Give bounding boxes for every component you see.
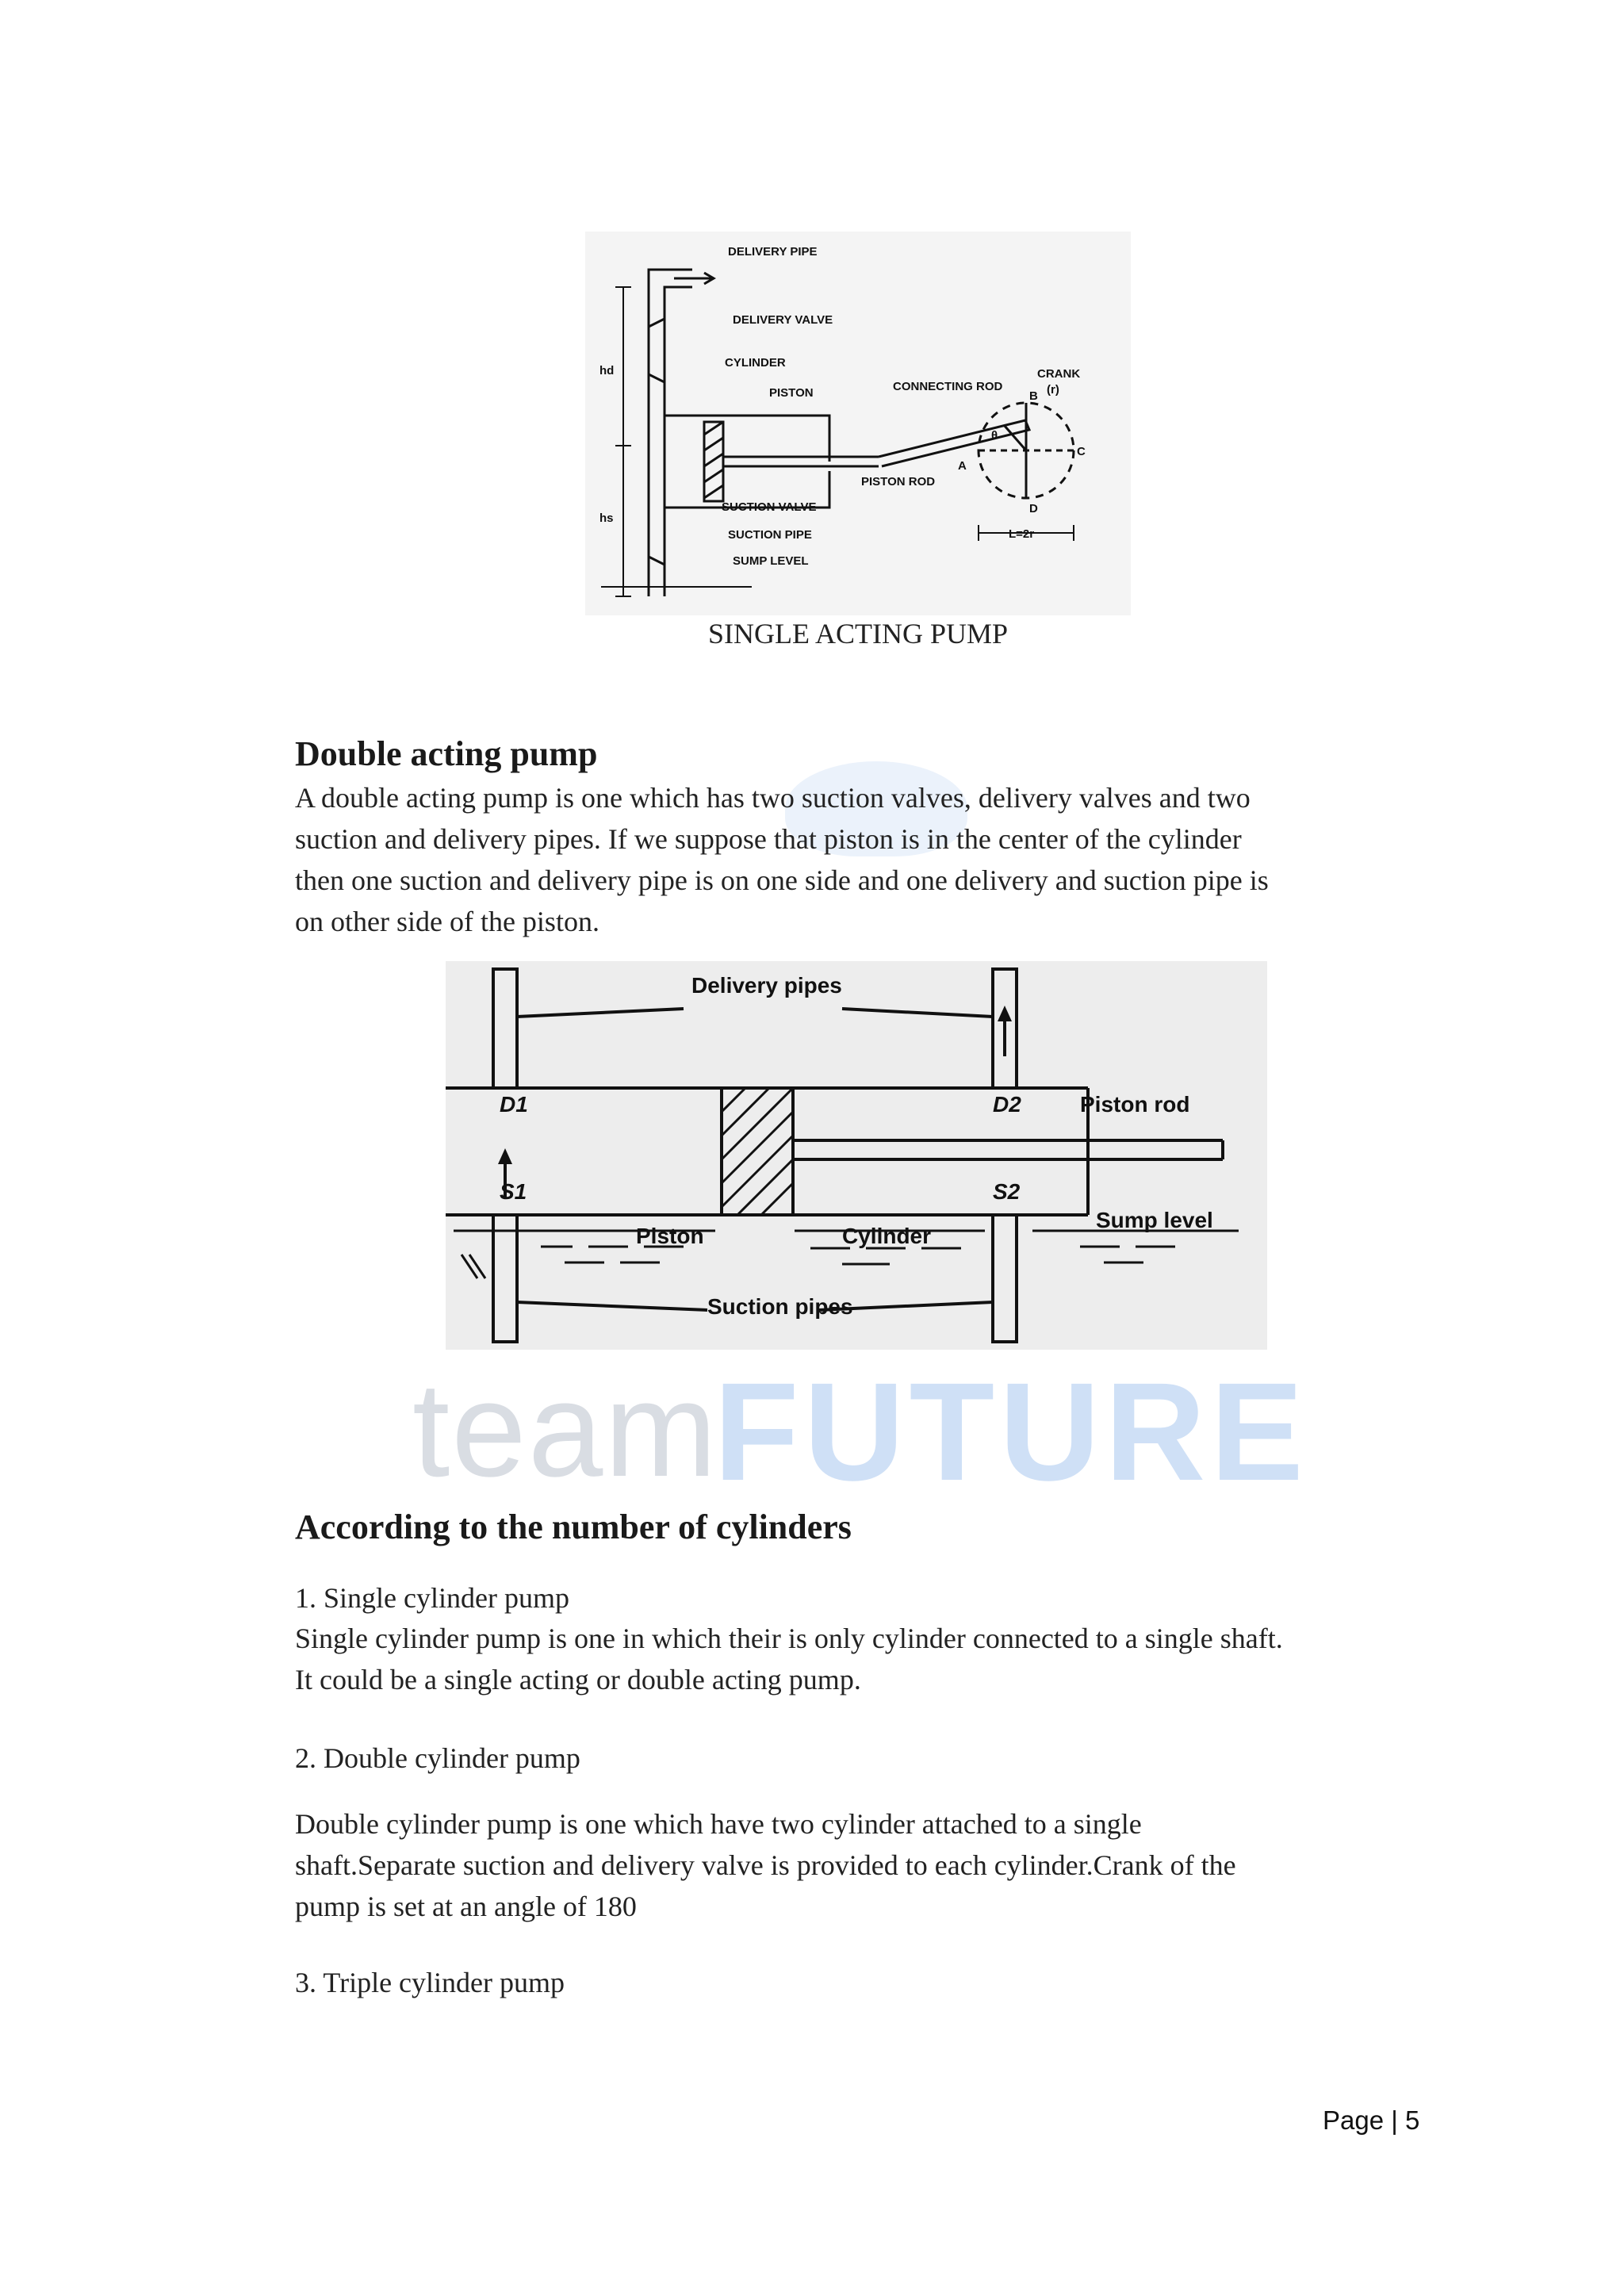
label-d1: D1 <box>500 1092 528 1117</box>
item2-title: 2. Double cylinder pump <box>295 1742 580 1774</box>
watermark-logo <box>396 1352 1316 1510</box>
paragraph-line: then one suction and delivery pipe is on one side and one delivery and suction pipe is <box>295 864 1269 896</box>
paragraph-line: A double acting pump is one which has two suction valves, delivery valves and two <box>295 782 1251 814</box>
label-delivery-pipes: Delivery pipes <box>691 973 842 998</box>
item2-paragraph <box>295 1803 1421 1927</box>
paragraph-line: shaft.Separate suction and delivery valve is provided to each cylinder.Crank of the <box>295 1849 1236 1881</box>
label-suction-pipes: Suction pipes <box>707 1294 853 1319</box>
label-connecting-rod: CONNECTING ROD <box>893 380 1003 393</box>
watermark-future: FUTURE <box>714 1354 1308 1510</box>
label-d: D <box>1029 502 1038 515</box>
paragraph-line: suction and delivery pipes. If we suppose that piston is in the center of the cylinder <box>295 823 1242 855</box>
label-delivery-valve: DELIVERY VALVE <box>733 313 833 327</box>
label-sump-level: SUMP LEVEL <box>733 554 809 568</box>
label-c: C <box>1077 445 1086 458</box>
label-piston: Piston <box>636 1224 704 1248</box>
label-theta: θ <box>991 429 998 443</box>
paragraph-line: on other side of the piston. <box>295 906 599 937</box>
label-piston-rod: PISTON ROD <box>861 475 936 489</box>
paragraph-line: Single cylinder pump is one in which their is only cylinder connected to a single shaft. <box>295 1623 1283 1654</box>
label-cylinder: CYLINDER <box>725 356 786 370</box>
single-acting-pump-svg <box>585 232 1131 615</box>
paragraph-line: pump is set at an angle of 180 <box>295 1891 637 1922</box>
label-suction-pipe: SUCTION PIPE <box>728 528 812 542</box>
label-d2: D2 <box>993 1092 1021 1117</box>
label-stroke: L=2r <box>1009 527 1035 541</box>
double-acting-pump-svg <box>446 961 1267 1350</box>
label-delivery-pipe: DELIVERY PIPE <box>728 245 818 259</box>
label-a: A <box>958 459 967 473</box>
label-b: B <box>1029 389 1038 403</box>
double-acting-pump-diagram <box>446 961 1267 1350</box>
single-acting-pump-diagram <box>585 232 1131 615</box>
label-sump-level: Sump level <box>1096 1208 1213 1232</box>
page-number: Page | 5 <box>1323 2105 1420 2135</box>
label-crank: CRANK <box>1037 367 1081 381</box>
item1-title: 1. Single cylinder pump <box>295 1582 569 1614</box>
figure1-caption: SINGLE ACTING PUMP <box>707 618 1009 649</box>
label-piston: PISTON <box>769 386 814 400</box>
label-cylinder: Cylinder <box>842 1224 932 1248</box>
label-piston-rod: Piston rod <box>1080 1092 1190 1117</box>
watermark-team: team <box>412 1354 718 1505</box>
label-hd: hd <box>599 364 615 377</box>
label-suction-valve: SUCTION VALVE <box>722 500 817 514</box>
label-s1: S1 <box>500 1179 527 1204</box>
paragraph-double-acting <box>295 777 1421 942</box>
paragraph-line: It could be a single acting or double acting pump. <box>295 1664 861 1695</box>
label-crank-r: (r) <box>1047 383 1059 397</box>
paragraph-line: Double cylinder pump is one which have two cylinder attached to a single <box>295 1808 1142 1840</box>
heading-number-of-cylinders: According to the number of cylinders <box>295 1508 852 1546</box>
heading-double-acting-pump: Double acting pump <box>295 734 598 773</box>
label-hs: hs <box>599 511 614 525</box>
item1-paragraph <box>295 1618 1421 1700</box>
label-s2: S2 <box>993 1179 1021 1204</box>
item3-title: 3. Triple cylinder pump <box>295 1967 565 1998</box>
